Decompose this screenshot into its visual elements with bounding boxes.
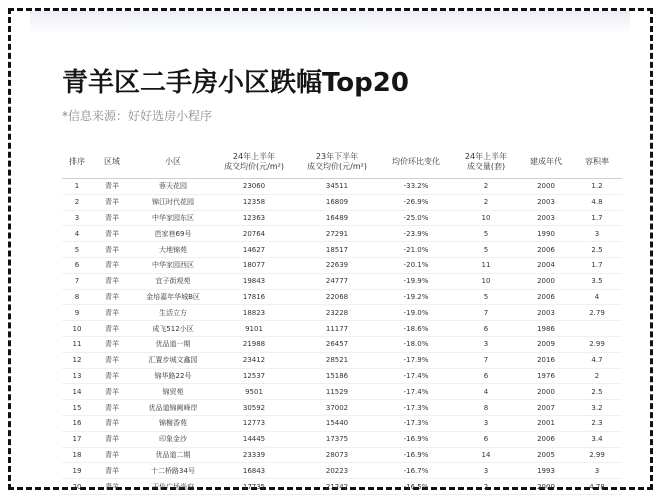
table-cell: 1976 (520, 368, 572, 384)
column-header (214, 146, 294, 179)
table-cell: 22639 (294, 257, 380, 273)
table-cell: 3 (452, 463, 520, 479)
table-cell: 18823 (214, 305, 294, 321)
table-cell: 20 (62, 479, 92, 495)
table-cell: 青羊 (92, 210, 132, 226)
table-row (62, 289, 622, 305)
table-cell: 2.79 (572, 305, 622, 321)
table-cell: 青羊 (92, 321, 132, 337)
table-cell: 2006 (520, 431, 572, 447)
column-header-line: 排序 (69, 157, 85, 166)
table-header-row (62, 146, 622, 179)
table-cell: 18077 (214, 257, 294, 273)
table-cell: 2000 (520, 384, 572, 400)
table-cell: -18.6% (380, 321, 452, 337)
table-cell: 28073 (294, 447, 380, 463)
column-header (294, 146, 380, 179)
table-cell: 中华家园西区 (132, 257, 214, 273)
table-cell: 2000 (520, 179, 572, 195)
table-cell: 青羊 (92, 273, 132, 289)
column-header-line: 小区 (165, 157, 181, 166)
table-cell: 2 (452, 179, 520, 195)
table-cell: 青羊 (92, 257, 132, 273)
table-cell: 青羊 (92, 384, 132, 400)
table-cell: 青羊 (92, 242, 132, 258)
table-cell: 26457 (294, 336, 380, 352)
table-cell: 11177 (294, 321, 380, 337)
table-row (62, 479, 622, 495)
column-header-subline: 成交量(套) (466, 162, 506, 171)
table-row (62, 352, 622, 368)
table-cell: 1.7 (572, 257, 622, 273)
table-cell: 宜子街观苑 (132, 273, 214, 289)
table-cell: 1 (62, 179, 92, 195)
table-cell: 芭家巷69号 (132, 226, 214, 242)
table-cell: -17.4% (380, 384, 452, 400)
table-cell: 中华家园东区 (132, 210, 214, 226)
table-cell: 3.4 (572, 431, 622, 447)
column-header-line: 区域 (104, 157, 120, 166)
table-row (62, 400, 622, 416)
table-cell: 18517 (294, 242, 380, 258)
table-cell: 蓉天花园 (132, 179, 214, 195)
table-cell: 1993 (520, 463, 572, 479)
table-cell: 青羊 (92, 400, 132, 416)
table-cell: 青羊 (92, 179, 132, 195)
table-cell: -16.9% (380, 431, 452, 447)
table-cell: 青羊 (92, 289, 132, 305)
column-header (62, 146, 92, 179)
document-header (62, 62, 622, 124)
table-cell: 23412 (214, 352, 294, 368)
table-row (62, 463, 622, 479)
table-cell: 10 (452, 273, 520, 289)
table-cell: 10 (452, 210, 520, 226)
table-cell: -17.9% (380, 352, 452, 368)
table-row (62, 305, 622, 321)
table-cell: 2 (452, 479, 520, 495)
table-cell: 6 (452, 368, 520, 384)
table-cell: 16 (62, 415, 92, 431)
column-header (520, 146, 572, 179)
table-cell: 12773 (214, 415, 294, 431)
table-cell: 5 (452, 289, 520, 305)
table-cell: 1986 (520, 321, 572, 337)
table-cell: 1.2 (572, 179, 622, 195)
table-cell: 青羊 (92, 479, 132, 495)
table-cell: -17.3% (380, 415, 452, 431)
table-cell: 7 (452, 352, 520, 368)
table-row (62, 194, 622, 210)
table-cell: 7 (62, 273, 92, 289)
table-cell: 2009 (520, 336, 572, 352)
ranking-table (62, 146, 622, 495)
table-cell: 2.5 (572, 384, 622, 400)
table-cell: 21988 (214, 336, 294, 352)
table-body (62, 179, 622, 495)
table-cell: -16.7% (380, 463, 452, 479)
table-cell: 2006 (520, 242, 572, 258)
table-cell: 2 (62, 194, 92, 210)
table-cell: 27291 (294, 226, 380, 242)
table-cell: 12358 (214, 194, 294, 210)
table-cell: -19.2% (380, 289, 452, 305)
table-cell: 青羊 (92, 305, 132, 321)
table-cell: 9101 (214, 321, 294, 337)
table-row (62, 368, 622, 384)
table-cell: 37002 (294, 400, 380, 416)
table-cell: 15 (62, 400, 92, 416)
table-cell: 2.3 (572, 415, 622, 431)
table-row (62, 273, 622, 289)
table-cell: 优品道二期 (132, 447, 214, 463)
table-cell: 15440 (294, 415, 380, 431)
table-cell: 大地锦苑 (132, 242, 214, 258)
table-cell: 4 (62, 226, 92, 242)
table-cell: 青羊 (92, 336, 132, 352)
table-cell: -16.9% (380, 447, 452, 463)
table-cell: 21242 (294, 479, 380, 495)
table-cell: 2001 (520, 415, 572, 431)
table-cell: 3 (452, 415, 520, 431)
table-cell: -16.5% (380, 479, 452, 495)
table-cell: 3.2 (572, 400, 622, 416)
table-cell: 5 (452, 226, 520, 242)
table-cell: 2000 (520, 479, 572, 495)
table-cell: 11529 (294, 384, 380, 400)
table-cell: 锦江时代花园 (132, 194, 214, 210)
table-cell: -17.4% (380, 368, 452, 384)
table-cell: 优品道锦阙峰岸 (132, 400, 214, 416)
table-cell: 3 (572, 463, 622, 479)
table-cell: 10 (62, 321, 92, 337)
table-cell: 11 (452, 257, 520, 273)
column-header-line: 23年下半年 (315, 152, 359, 161)
table-row (62, 336, 622, 352)
table-cell: 23228 (294, 305, 380, 321)
table-cell: 4 (572, 289, 622, 305)
column-header (572, 146, 622, 179)
table-row (62, 257, 622, 273)
table-cell: 7 (452, 305, 520, 321)
table-cell: 4.78 (572, 479, 622, 495)
table-cell: -19.9% (380, 273, 452, 289)
table-cell: 14445 (214, 431, 294, 447)
table-cell: 青羊 (92, 368, 132, 384)
table-row (62, 384, 622, 400)
column-header-line: 均价环比变化 (392, 157, 440, 166)
table-cell: 13 (62, 368, 92, 384)
column-header (132, 146, 214, 179)
table-cell: -20.1% (380, 257, 452, 273)
column-header-subline: 成交均价(元/m²) (307, 162, 367, 171)
table-cell: 1990 (520, 226, 572, 242)
table-cell: 11 (62, 336, 92, 352)
table-cell: 2003 (520, 305, 572, 321)
table-cell: 9501 (214, 384, 294, 400)
table-cell: 15186 (294, 368, 380, 384)
column-header-line: 24年上半年 (232, 152, 276, 161)
table-cell: 2.5 (572, 242, 622, 258)
table-cell: 金培嘉年华城B区 (132, 289, 214, 305)
table-cell: 8 (62, 289, 92, 305)
table-cell: 汇置步城文鑫园 (132, 352, 214, 368)
table-cell: 20764 (214, 226, 294, 242)
table-cell: 6 (452, 321, 520, 337)
table-cell: -25.0% (380, 210, 452, 226)
table-cell: 天伦广场尚府 (132, 479, 214, 495)
column-header (452, 146, 520, 179)
table-cell: 2 (452, 194, 520, 210)
table-cell: -33.2% (380, 179, 452, 195)
table-cell: -19.0% (380, 305, 452, 321)
table-cell: 成飞512小区 (132, 321, 214, 337)
table-cell: 2016 (520, 352, 572, 368)
table-cell: 十二桥路34号 (132, 463, 214, 479)
table-cell: 6 (452, 431, 520, 447)
table-row (62, 415, 622, 431)
table-cell: 16489 (294, 210, 380, 226)
table-cell: 青羊 (92, 352, 132, 368)
table-cell: 14627 (214, 242, 294, 258)
source-note: *信息来源：好好选房小程序 (62, 109, 213, 123)
table-cell: 30592 (214, 400, 294, 416)
column-header-line: 建成年代 (530, 157, 562, 166)
table-row (62, 447, 622, 463)
table-cell: 12363 (214, 210, 294, 226)
table-row (62, 242, 622, 258)
table-row (62, 226, 622, 242)
table-cell: 23060 (214, 179, 294, 195)
table-cell: 6 (62, 257, 92, 273)
table-cell: 5 (62, 242, 92, 258)
table-cell: 14 (62, 384, 92, 400)
table-cell: 24777 (294, 273, 380, 289)
table-cell: 2006 (520, 289, 572, 305)
table-cell: 青羊 (92, 226, 132, 242)
table-cell: 28521 (294, 352, 380, 368)
table-cell: 3.5 (572, 273, 622, 289)
table-row (62, 431, 622, 447)
table-cell: 锦榭香苑 (132, 415, 214, 431)
table-cell: 2007 (520, 400, 572, 416)
table-cell: 2003 (520, 194, 572, 210)
table-row (62, 210, 622, 226)
page-title: 青羊区二手房小区跌幅Top20 (62, 68, 409, 98)
table-cell: 19843 (214, 273, 294, 289)
table-cell: 3 (452, 336, 520, 352)
table-cell: 17375 (294, 431, 380, 447)
table-cell: 4 (452, 384, 520, 400)
table-cell: 18 (62, 447, 92, 463)
table-cell: -26.9% (380, 194, 452, 210)
table-cell: 19 (62, 463, 92, 479)
column-header (92, 146, 132, 179)
table-cell: 17816 (214, 289, 294, 305)
table-cell (572, 321, 622, 337)
table-cell: 12537 (214, 368, 294, 384)
table-cell: 1.7 (572, 210, 622, 226)
table-cell: 8 (452, 400, 520, 416)
table-cell: 3 (572, 226, 622, 242)
table-cell: 22068 (294, 289, 380, 305)
table-row (62, 321, 622, 337)
table-cell: 锦贸苑 (132, 384, 214, 400)
table-cell: 16843 (214, 463, 294, 479)
table-cell: 印象金沙 (132, 431, 214, 447)
table-cell: 青羊 (92, 463, 132, 479)
table-cell: 青羊 (92, 431, 132, 447)
table-cell: 17735 (214, 479, 294, 495)
table-cell: -18.0% (380, 336, 452, 352)
table-cell: 16809 (294, 194, 380, 210)
table-cell: 生活立方 (132, 305, 214, 321)
column-header-line: 24年上半年 (464, 152, 508, 161)
table-cell: 3 (62, 210, 92, 226)
table-cell: 5 (452, 242, 520, 258)
table-cell: 14 (452, 447, 520, 463)
table-row (62, 179, 622, 195)
table-cell: 2.99 (572, 447, 622, 463)
table-cell: 2.99 (572, 336, 622, 352)
table-cell: -23.9% (380, 226, 452, 242)
table-cell: 2005 (520, 447, 572, 463)
table-cell: 17 (62, 431, 92, 447)
table-cell: 34511 (294, 179, 380, 195)
table-cell: 4.7 (572, 352, 622, 368)
table-cell: 20223 (294, 463, 380, 479)
table-cell: 青羊 (92, 194, 132, 210)
table-cell: -21.0% (380, 242, 452, 258)
table-cell: 23339 (214, 447, 294, 463)
table-cell: 2003 (520, 210, 572, 226)
column-header-subline: 成交均价(元/m²) (224, 162, 284, 171)
table-cell: -17.3% (380, 400, 452, 416)
column-header (380, 146, 452, 179)
table-cell: 锦华路22号 (132, 368, 214, 384)
table-cell: 优品道一期 (132, 336, 214, 352)
table-cell: 12 (62, 352, 92, 368)
table-cell: 2004 (520, 257, 572, 273)
table-cell: 2000 (520, 273, 572, 289)
table-cell: 4.8 (572, 194, 622, 210)
table-cell: 9 (62, 305, 92, 321)
column-header-line: 容积率 (585, 157, 609, 166)
table-cell: 2 (572, 368, 622, 384)
table-cell: 青羊 (92, 415, 132, 431)
table-cell: 青羊 (92, 447, 132, 463)
